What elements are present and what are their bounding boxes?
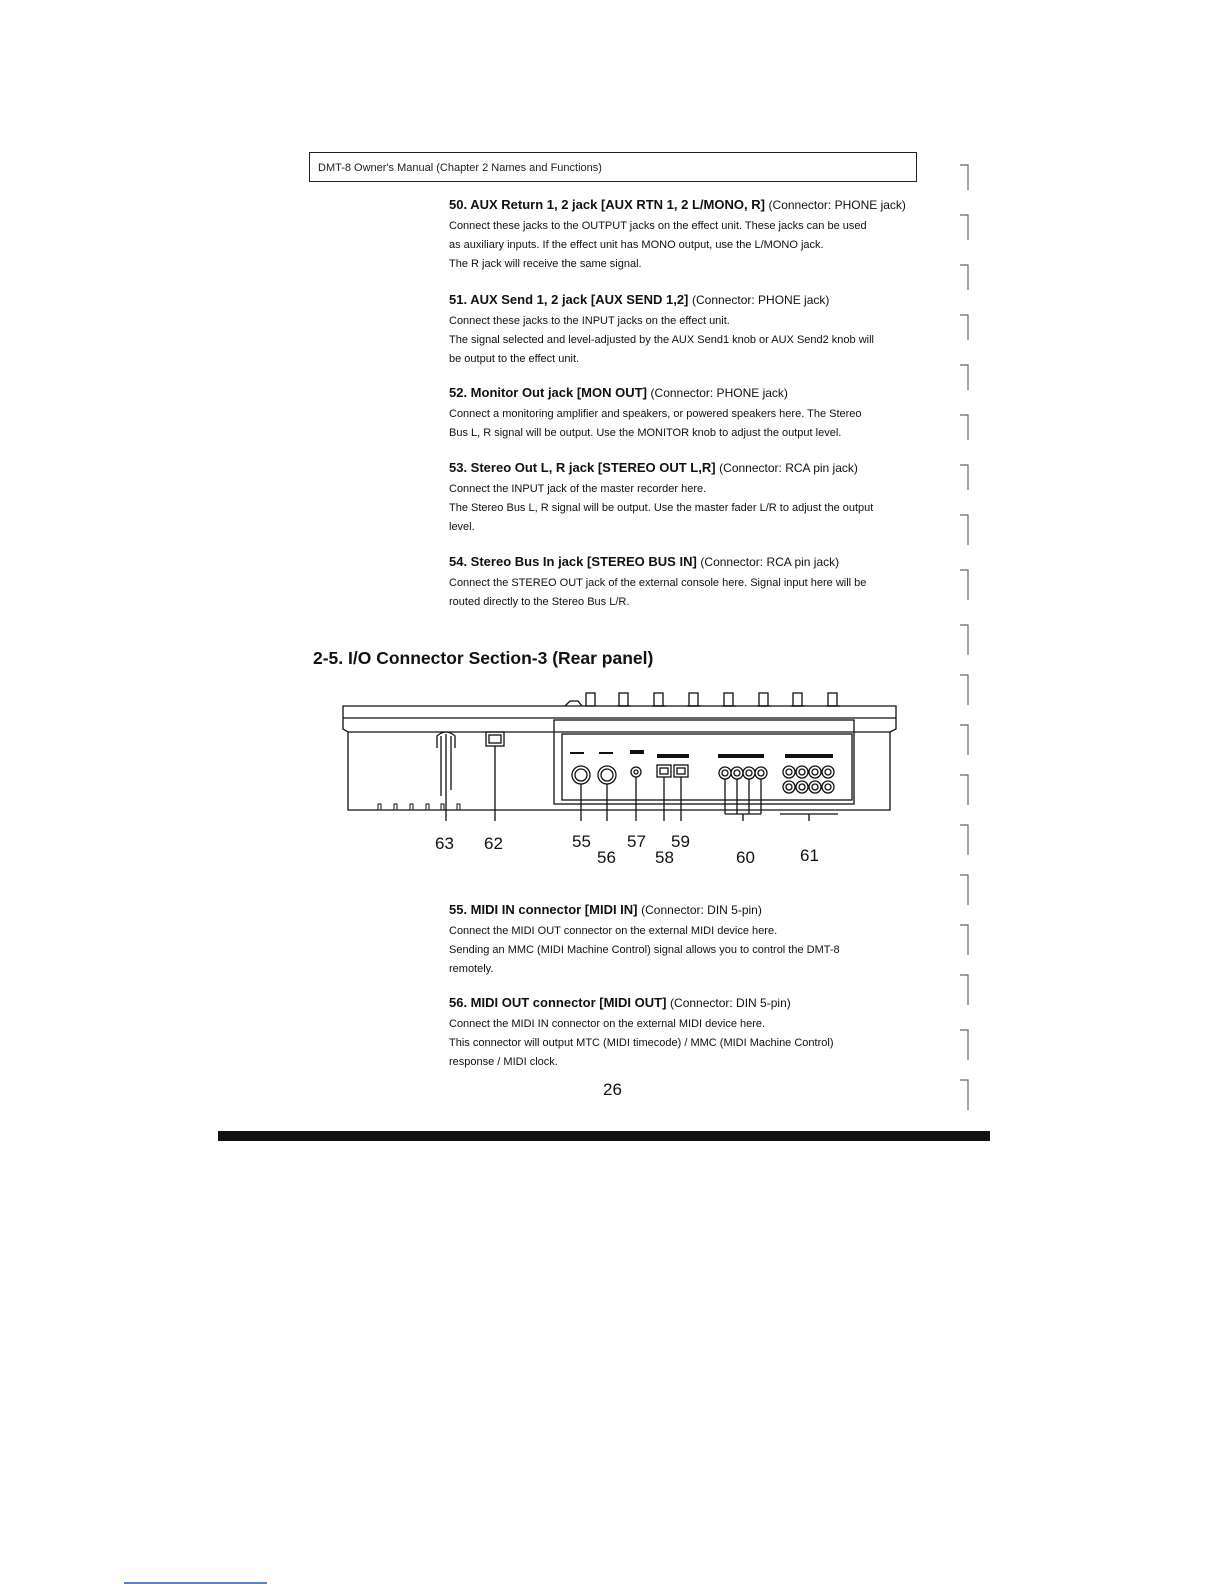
callout-59: 59 xyxy=(671,832,690,851)
section-title xyxy=(449,196,924,214)
body-line: Connect the MIDI OUT connector on the external MIDI device here. xyxy=(449,925,778,937)
callout-55: 55 xyxy=(572,832,591,851)
body-line: be output to the effect unit. xyxy=(449,353,580,365)
body-line: The signal selected and level-adjusted by the AUX Send1 knob or AUX Send2 knob will xyxy=(449,334,874,346)
section-53 xyxy=(449,459,924,537)
binding-edge-marks xyxy=(952,160,982,1120)
body-line: Connect a monitoring amplifier and speakers, or powered speakers here. The Stereo xyxy=(449,408,862,420)
section-title xyxy=(449,901,924,919)
body-line: Connect the INPUT jack of the master recorder here. xyxy=(449,483,707,495)
callout-63: 63 xyxy=(435,834,454,853)
header-text: DMT-8 Owner's Manual (Chapter 2 Names and Functions) xyxy=(318,162,602,174)
body-line: Connect these jacks to the INPUT jacks on the effect unit. xyxy=(449,315,730,327)
section-51 xyxy=(449,291,924,369)
section-body xyxy=(449,217,924,274)
body-line: Sending an MMC (MIDI Machine Control) signal allows you to control the DMT-8 xyxy=(449,944,840,956)
section-heading: 2-5. I/O Connector Section-3 (Rear panel) xyxy=(313,648,654,668)
section-52 xyxy=(449,384,924,443)
section-body xyxy=(449,312,924,369)
section-55 xyxy=(449,901,924,979)
section-body xyxy=(449,922,924,979)
body-line: Connect the MIDI IN connector on the external MIDI device here. xyxy=(449,1018,766,1030)
body-line: Connect these jacks to the OUTPUT jacks on the effect unit. These jacks can be used xyxy=(449,220,867,232)
connector-type: (Connector: PHONE jack) xyxy=(692,293,830,307)
section-body xyxy=(449,480,924,537)
callout-58: 58 xyxy=(655,848,674,867)
body-line: level. xyxy=(449,521,475,533)
connector-type: (Connector: RCA pin jack) xyxy=(700,555,840,569)
section-title xyxy=(449,994,924,1012)
body-line: remotely. xyxy=(449,963,494,975)
body-line: Connect the STEREO OUT jack of the external console here. Signal input here will be xyxy=(449,577,867,589)
callout-61: 61 xyxy=(800,846,819,865)
section-title-text: 50. AUX Return 1, 2 jack [AUX RTN 1, 2 L/MONO, R] xyxy=(449,197,765,212)
callout-60: 60 xyxy=(736,848,755,867)
section-title-text: 54. Stereo Bus In jack [STEREO BUS IN] xyxy=(449,554,697,569)
body-line: The R jack will receive the same signal. xyxy=(449,258,642,270)
section-title xyxy=(449,291,924,309)
body-line: This connector will output MTC (MIDI timecode) / MMC (MIDI Machine Control) xyxy=(449,1037,834,1049)
bottom-rule xyxy=(218,1131,990,1141)
connector-type: (Connector: DIN 5-pin) xyxy=(641,903,762,917)
body-line: response / MIDI clock. xyxy=(449,1056,558,1068)
section-title-text: 56. MIDI OUT connector [MIDI OUT] xyxy=(449,995,667,1010)
section-title-text: 52. Monitor Out jack [MON OUT] xyxy=(449,385,647,400)
body-line: routed directly to the Stereo Bus L/R. xyxy=(449,596,630,608)
section-title-text: 51. AUX Send 1, 2 jack [AUX SEND 1,2] xyxy=(449,292,689,307)
connector-type: (Connector: RCA pin jack) xyxy=(719,461,858,475)
section-title-text: 55. MIDI IN connector [MIDI IN] xyxy=(449,902,638,917)
section-56 xyxy=(449,994,924,1072)
connector-type: (Connector: PHONE jack) xyxy=(650,386,788,400)
body-line: as auxiliary inputs. If the effect unit has MONO output, use the L/MONO jack. xyxy=(449,239,824,251)
section-title-text: 53. Stereo Out L, R jack [STEREO OUT L,R] xyxy=(449,460,716,475)
section-body xyxy=(449,574,924,612)
page-number: 26 xyxy=(603,1080,622,1099)
section-title xyxy=(449,553,924,571)
top-caps xyxy=(565,693,840,706)
section-title xyxy=(449,384,924,402)
connector-type: (Connector: PHONE jack) xyxy=(768,198,906,212)
body-line: The Stereo Bus L, R signal will be output. Use the master fader L/R to adjust the output xyxy=(449,502,874,514)
section-body xyxy=(449,405,924,443)
connector-type: (Connector: DIN 5-pin) xyxy=(670,996,791,1010)
rear-panel-diagram xyxy=(340,686,900,821)
callout-62: 62 xyxy=(484,834,503,853)
section-54 xyxy=(449,553,924,612)
body-line: Bus L, R signal will be output. Use the MONITOR knob to adjust the output level. xyxy=(449,427,842,439)
section-title xyxy=(449,459,924,477)
callout-57: 57 xyxy=(627,832,646,851)
page-header xyxy=(309,152,917,182)
section-50 xyxy=(449,196,924,274)
section-body xyxy=(449,1015,924,1072)
callout-56: 56 xyxy=(597,848,616,867)
